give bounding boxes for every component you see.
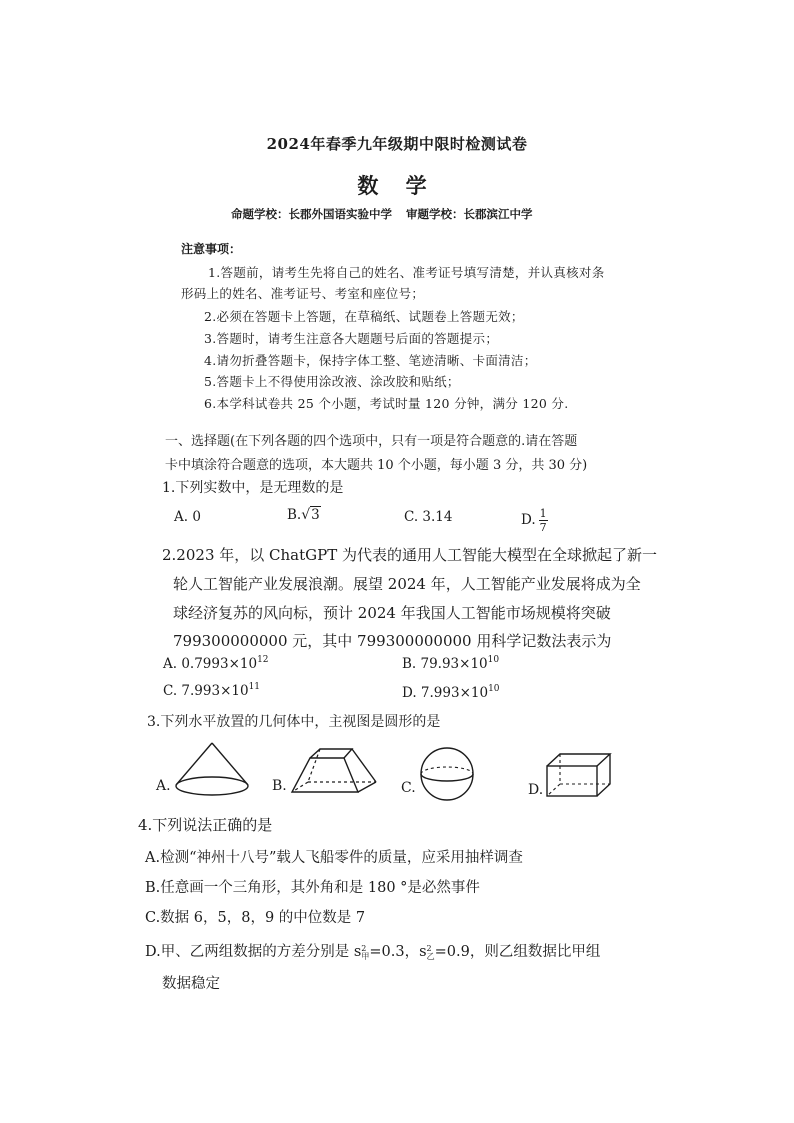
question-4-option-d	[145, 940, 600, 961]
option-c-text: C. 7.993×10	[163, 683, 249, 699]
question-2-line-4: 799300000000 元，其中 799300000000 用科学记数法表示为	[173, 632, 612, 650]
question-2-option-b	[402, 656, 499, 672]
option-a-exponent: 12	[257, 655, 269, 665]
variance-square-1: 2	[361, 944, 367, 953]
school-info	[231, 206, 533, 222]
question-4-option-c: C.数据 6，5，8，9 的中位数是 7	[145, 910, 366, 926]
option-d-prefix: D.	[521, 512, 536, 528]
subject-title: 数 学	[357, 173, 437, 198]
question-4-option-b: B.任意画一个三角形，其外角和是 180 °是必然事件	[145, 880, 480, 896]
question-3-label-d: D.	[528, 782, 544, 798]
reviewer-school: 审题学校：长郡滨江中学	[406, 207, 533, 221]
variance-subscript-1: 甲	[361, 952, 370, 961]
question-2-line-1: 2.2023 年，以 ChatGPT 为代表的通用人工智能大模型在全球掀起了新一	[162, 546, 657, 564]
question-4-option-a: A.检测“神州十八号”载人飞船零件的质量，应采用抽样调查	[145, 850, 523, 866]
sphere-icon	[418, 745, 476, 803]
variance-square-2: 2	[426, 944, 432, 953]
option-d-text-1: D.甲、乙两组数据的方差分别是 s	[145, 944, 362, 960]
question-1-option-b	[287, 507, 321, 523]
notice-item-5: 5.答题卡上不得使用涂改液、涂改胶和贴纸；	[204, 374, 460, 389]
notice-item-1: 1.答题前，请考生先将自己的姓名、准考证号填写清楚，并认真核对条	[208, 265, 605, 280]
question-1-stem: 1.下列实数中，是无理数的是	[162, 480, 344, 496]
question-1-option-c: C. 3.14	[404, 509, 453, 525]
exam-title: 2024年春季九年级期中限时检测试卷	[266, 135, 528, 153]
option-d-text: D. 7.993×10	[402, 685, 489, 701]
sqrt-expression	[301, 507, 321, 523]
question-1-option-d	[521, 507, 548, 534]
option-d-text-2: =0.3，s	[369, 944, 427, 960]
question-1-option-a: A. 0	[174, 509, 201, 525]
cone-icon	[172, 740, 254, 798]
notice-item-6: 6.本学科试卷共 25 个小题，考试时量 120 分钟，满分 120 分.	[204, 396, 569, 411]
option-b-exponent: 10	[487, 655, 500, 665]
section-1-instructions-line2: 卡中填涂符合题意的选项，本大题共 10 个小题，每小题 3 分，共 30 分)	[165, 458, 588, 473]
question-3-label-a: A.	[156, 778, 171, 794]
sqrt-sign-icon: √	[301, 507, 311, 523]
notice-item-1-cont: 形码上的姓名、准考证号、考室和座位号；	[181, 286, 425, 301]
notice-item-3: 3.答题时，请考生注意各大题题号后面的答题提示；	[204, 331, 499, 346]
question-2-line-2: 轮人工智能产业发展浪潮。展望 2024 年，人工智能产业发展将成为全	[173, 575, 641, 593]
section-1-instructions-line1: 一、选择题(在下列各题的四个选项中，只有一项是符合题意的.请在答题	[165, 434, 578, 449]
option-b-prefix: B.	[287, 507, 302, 523]
question-3-stem: 3.下列水平放置的几何体中，主视图是圆形的是	[147, 714, 441, 730]
notice-item-4: 4.请勿折叠答题卡，保持字体工整、笔迹清晰、卡面清洁；	[204, 353, 537, 368]
question-3-label-c: C.	[401, 780, 416, 796]
fraction-denominator: 7	[539, 521, 547, 534]
question-3-label-b: B.	[272, 778, 287, 794]
cuboid-icon	[544, 750, 614, 800]
fraction	[539, 507, 548, 534]
frustum-icon	[286, 746, 382, 798]
proposer-school: 命题学校：长郡外国语实验中学	[231, 207, 392, 221]
sqrt-radicand: 3	[311, 507, 320, 523]
fraction-numerator: 1	[539, 507, 547, 520]
notice-item-2: 2.必须在答题卡上答题，在草稿纸、试题卷上答题无效；	[204, 309, 524, 324]
question-2-option-d	[402, 685, 500, 701]
question-2-option-c	[163, 683, 260, 699]
question-2-option-a	[163, 656, 269, 672]
question-4-stem: 4.下列说法正确的是	[138, 816, 273, 834]
question-2-line-3: 球经济复苏的风向标，预计 2024 年我国人工智能市场规模将突破	[173, 604, 611, 622]
option-a-text: A. 0.7993×10	[163, 656, 258, 672]
notice-heading: 注意事项：	[181, 242, 242, 256]
variance-subscript-2: 乙	[426, 952, 435, 961]
option-d-exponent: 10	[488, 684, 500, 694]
option-d-text-3: =0.9，则乙组数据比甲组	[434, 944, 601, 960]
option-b-text: B. 79.93×10	[402, 656, 488, 672]
question-4-option-d-cont: 数据稳定	[162, 976, 220, 992]
option-c-exponent: 11	[248, 682, 261, 692]
